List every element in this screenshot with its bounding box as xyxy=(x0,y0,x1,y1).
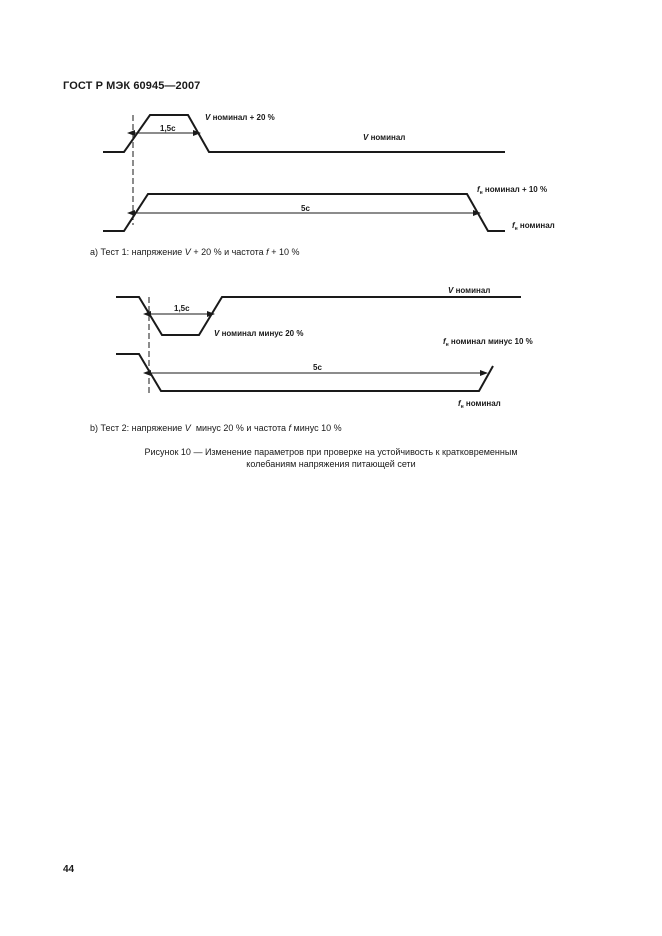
duration-label-bottom-a: 5с xyxy=(301,204,310,213)
freq-nominal-label-a: $f_н$ номинал xyxy=(512,221,555,232)
lower-voltage-label-b: V номинал минус 20 % xyxy=(214,329,304,338)
duration-label-bottom-b: 5с xyxy=(313,363,322,372)
diagram-b xyxy=(116,286,533,410)
figure-title-line-1: Рисунок 10 — Изменение параметров при проверке на устойчивость к кратковременным xyxy=(144,447,518,457)
figure-title-line-2: колебаниям напряжения питающей сети xyxy=(246,459,416,469)
voltage-waveform-b xyxy=(116,297,521,335)
caption-test-1: a) Тест 1: напряжение V + 20 % и частота f + 10 % xyxy=(90,247,300,257)
duration-label-top-a: 1,5с xyxy=(160,124,176,133)
nominal-voltage-label-b: V номинал xyxy=(448,286,491,295)
duration-label-top-b: 1,5с xyxy=(174,304,190,313)
figure-title xyxy=(90,446,572,470)
page-number: 44 xyxy=(63,864,75,875)
nominal-voltage-label-a: V номинал xyxy=(363,133,406,142)
freq-low-label-b: $f_н$ номинал минус 10 % xyxy=(443,337,533,348)
freq-high-label-a: $f_н$ номинал + 10 % xyxy=(477,185,548,196)
freq-nominal-label-b: $f_н$ номинал xyxy=(458,399,501,410)
document-header: ГОСТ Р МЭК 60945—2007 xyxy=(63,80,201,92)
upper-voltage-label-a: V номинал + 20 % xyxy=(205,113,275,122)
caption-test-2: b) Тест 2: напряжение V минус 20 % и частота f минус 10 % xyxy=(90,423,342,433)
diagram-a xyxy=(103,113,555,232)
